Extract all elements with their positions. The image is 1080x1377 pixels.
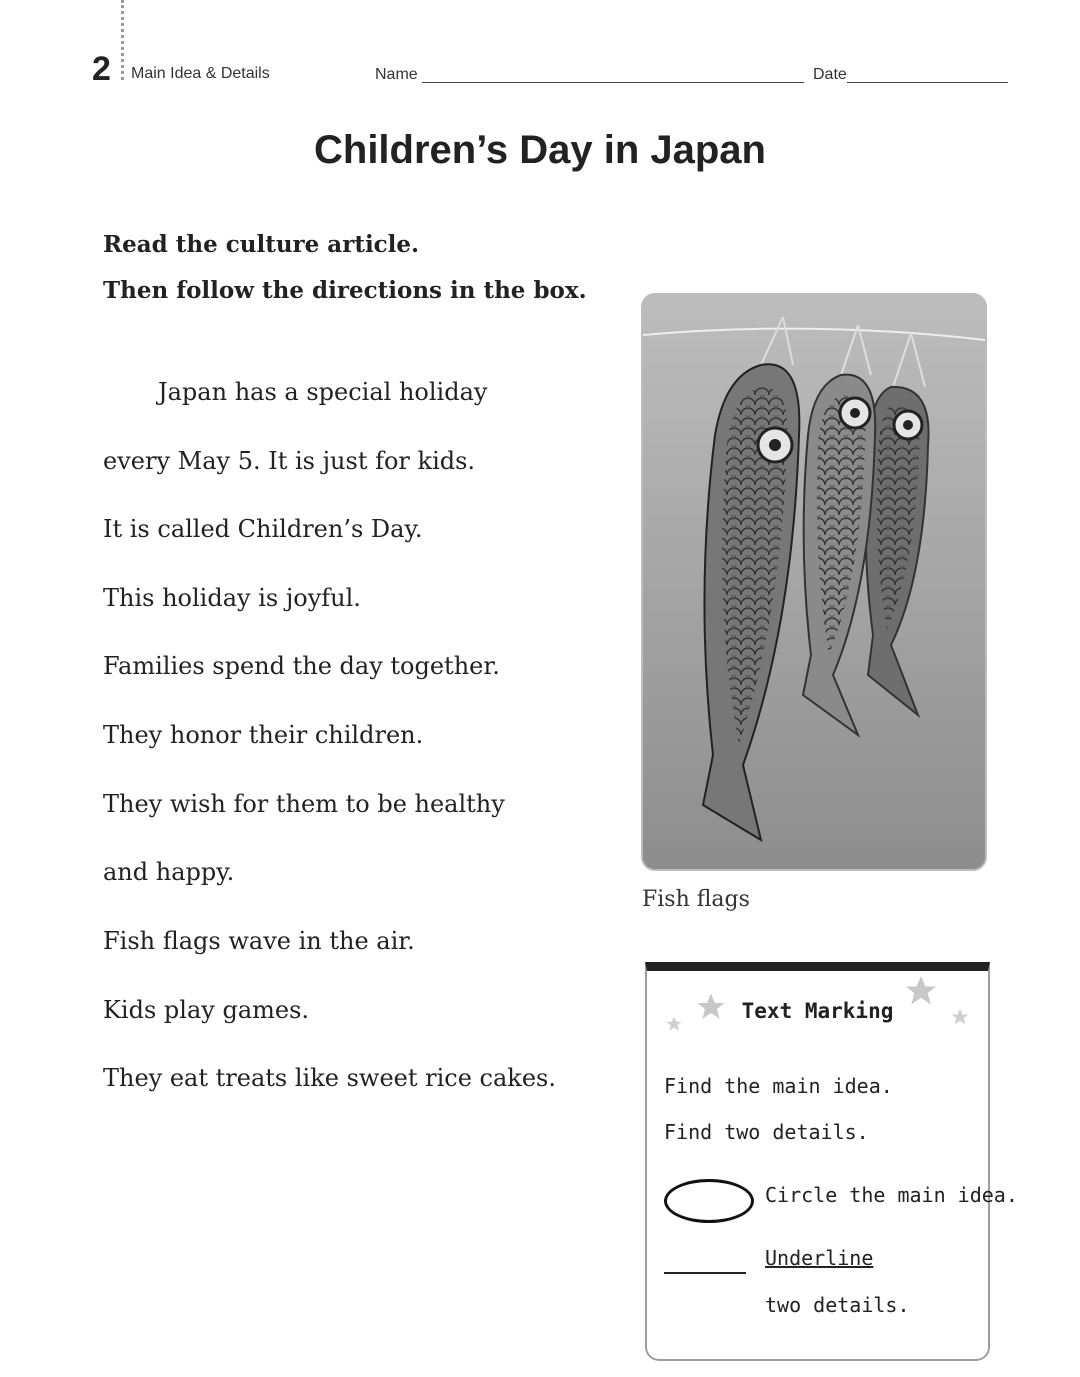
article-line: It is called Children’s Day. [103, 515, 423, 543]
date-field[interactable] [847, 82, 1008, 83]
circle-instruction: Circle the main idea. [765, 1183, 1018, 1207]
article-line: every May 5. It is just for kids. [103, 447, 476, 475]
article-line: Fish flags wave in the air. [103, 927, 415, 955]
name-label: Name [375, 66, 418, 83]
underline-instruction: Underline [765, 1246, 874, 1270]
underline-symbol [664, 1272, 746, 1274]
photo-caption: Fish flags [642, 887, 750, 912]
page-number: 2 [92, 50, 111, 88]
direction-line: Find two details. [664, 1120, 869, 1144]
margin-dotted-rule [121, 0, 124, 80]
underline-instruction-cont: two details. [765, 1293, 910, 1317]
fish-flags-photo [641, 293, 987, 871]
article-line: This holiday is joyful. [103, 584, 361, 612]
article-line: Kids play games. [103, 996, 310, 1024]
text-marking-box [645, 962, 1018, 1361]
instruction-line-2: Then follow the directions in the box. [103, 277, 587, 304]
article-line: They eat treats like sweet rice cakes. [103, 1064, 556, 1092]
box-title: Text Marking [741, 999, 894, 1023]
date-label: Date [813, 66, 847, 83]
name-field[interactable] [422, 82, 804, 83]
page-title: Children’s Day in Japan [314, 128, 766, 172]
article-line: They honor their children. [103, 721, 424, 749]
instruction-line-1: Read the culture article. [103, 231, 420, 258]
article-line: They wish for them to be healthy [103, 790, 505, 818]
article-line: and happy. [103, 858, 235, 886]
section-label: Main Idea & Details [131, 65, 270, 82]
article-line: Families spend the day together. [103, 652, 500, 680]
direction-line: Find the main idea. [664, 1074, 893, 1098]
circle-symbol [664, 1179, 754, 1223]
article-line: Japan has a special holiday [158, 378, 488, 406]
